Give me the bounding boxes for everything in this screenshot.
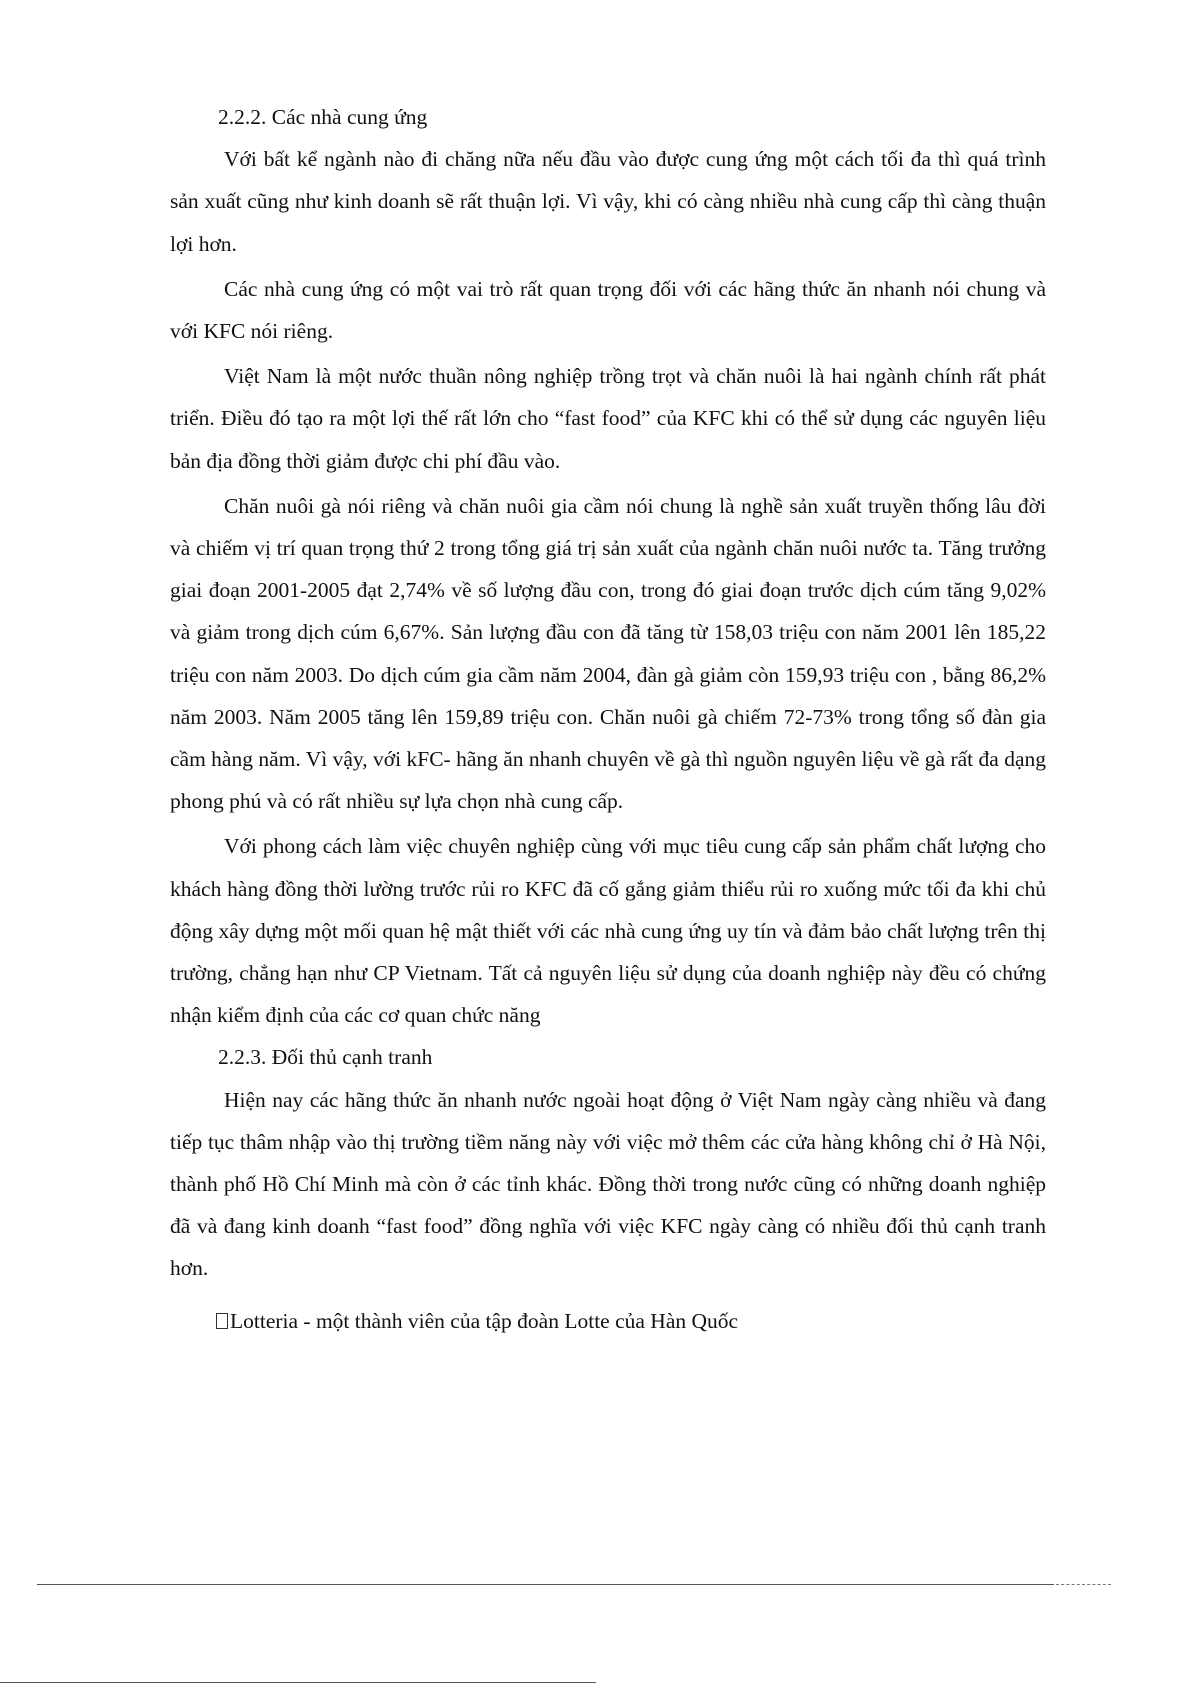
- bullet-box-icon: [216, 1313, 228, 1329]
- bullet-item: [170, 1300, 1046, 1342]
- footer-divider-dashed: [1056, 1584, 1111, 1585]
- section-heading-suppliers: 2.2.2. Các nhà cung ứng: [218, 105, 428, 129]
- paragraph: Chăn nuôi gà nói riêng và chăn nuôi gia cầm nói chung là nghề sản xuất truyền thống lâu đời và chiếm vị trí quan trọng thứ 2 trong tổng giá trị sản xuất của ngành chăn nuôi nước ta. Tăng trưởng giai đoạn 2001-2005 đạt 2,74% về số lượng đầu con, trong đó giai đoạn trước dịch cúm tăng 9,02% và giảm trong dịch cúm 6,67%. Sản lượng đầu con đã tăng từ 158,03 triệu con năm 2001 lên 185,22 triệu con năm 2003. Do dịch cúm gia cầm năm 2004, đàn gà giảm còn 159,93 triệu con , bằng 86,2% năm 2003. Năm 2005 tăng lên 159,89 triệu con. Chăn nuôi gà chiếm 72-73% trong tổng số đàn gia cầm hàng năm. Vì vậy, với kFC- hãng ăn nhanh chuyên về gà thì nguồn nguyên liệu về gà rất đa dạng phong phú và có rất nhiều sự lựa chọn nhà cung cấp.: [170, 493, 1046, 814]
- paragraph: Với bất kể ngành nào đi chăng nữa nếu đầu vào được cung ứng một cách tối đa thì quá trình sản xuất cũng như kinh doanh sẽ rất thuận lợi. Vì vậy, khi có càng nhiều nhà cung cấp thì càng thuận lợi hơn.: [170, 147, 1046, 256]
- footer-divider: [37, 1584, 1054, 1585]
- bullet-text: Lotteria - một thành viên của tập đoàn Lotte của Hàn Quốc: [230, 1308, 739, 1333]
- document-body: [170, 96, 1046, 1342]
- paragraph: Các nhà cung ứng có một vai trò rất quan trọng đối với các hãng thức ăn nhanh nói chung và với KFC nói riêng.: [170, 276, 1046, 344]
- paragraph: Với phong cách làm việc chuyên nghiệp cùng với mục tiêu cung cấp sản phẩm chất lượng cho khách hàng đồng thời lường trước rủi ro KFC đã cố gắng giảm thiểu rủi ro xuống mức tối đa khi chủ động xây dựng một mối quan hệ mật thiết với các nhà cung ứng uy tín và đảm bảo chất lượng trên thị trường, chẳng hạn như CP Vietnam. Tất cả nguyên liệu sử dụng của doanh nghiệp này đều có chứng nhận kiểm định của các cơ quan chức năng: [170, 834, 1046, 1028]
- bottom-edge-line: [0, 1682, 596, 1683]
- paragraph: Việt Nam là một nước thuần nông nghiệp trồng trọt và chăn nuôi là hai ngành chính rất phát triển. Điều đó tạo ra một lợi thế rất lớn cho “fast food” của KFC khi có thể sử dụng các nguyên liệu bản địa đồng thời giảm được chi phí đầu vào.: [170, 364, 1046, 473]
- section-heading-competitors: 2.2.3. Đối thủ cạnh tranh: [218, 1045, 433, 1070]
- paragraph: Hiện nay các hãng thức ăn nhanh nước ngoài hoạt động ở Việt Nam ngày càng nhiều và đang tiếp tục thâm nhập vào thị trường tiềm năng này với việc mở thêm các cửa hàng không chỉ ở Hà Nội, thành phố Hồ Chí Minh mà còn ở các tỉnh khác. Đồng thời trong nước cũng có những doanh nghiệp đã và đang kinh doanh “fast food” đồng nghĩa với việc KFC ngày càng có nhiều đối thủ cạnh tranh hơn.: [170, 1087, 1046, 1281]
